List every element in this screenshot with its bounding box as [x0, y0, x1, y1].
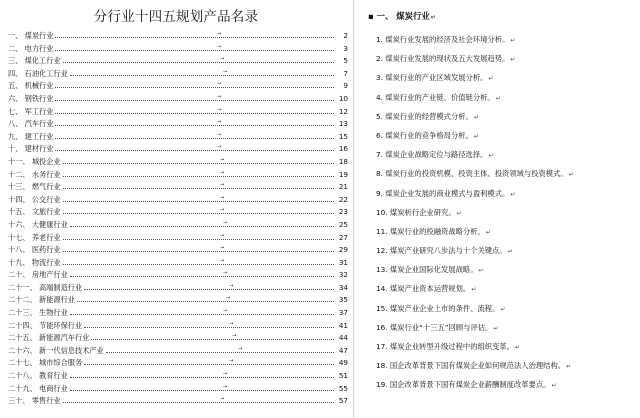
content-item [376, 241, 638, 260]
paragraph-mark-icon: ↵ [514, 344, 521, 351]
paragraph-mark-icon: ↵ [500, 305, 506, 313]
toc-entry-label: 十、 建材行业 [8, 144, 54, 154]
paragraph-mark-icon: ↵ [551, 382, 557, 390]
tab-arrow-icon: → [226, 295, 231, 302]
toc-entry-label: 十二、 水务行业 [8, 169, 61, 179]
tab-arrow-icon: → [220, 169, 225, 176]
toc-entry[interactable] [8, 181, 348, 194]
content-item-text: 13. 煤炭企业国际化发展战略。 [376, 265, 478, 275]
toc-entry[interactable] [8, 257, 348, 270]
paragraph-mark-icon: ↵ [473, 132, 479, 140]
paragraph-mark-icon: ↵ [488, 75, 494, 83]
content-item [376, 184, 638, 203]
toc-entry-page: 49 [338, 358, 348, 368]
paragraph-mark-icon: ↵ [488, 152, 494, 160]
toc-entry-label: 十九、 物流行业 [8, 257, 61, 267]
toc-entry-page: 32 [338, 270, 348, 280]
toc-entry[interactable] [8, 43, 348, 56]
tab-arrow-icon: → [229, 358, 234, 365]
toc-entry-label: 六、 钢铁行业 [8, 93, 54, 103]
toc-leader-dots [70, 370, 334, 378]
content-page [354, 0, 640, 418]
toc-leader-dots [55, 118, 334, 126]
toc-entry-label: 十八、 医药行业 [8, 245, 61, 255]
toc-leader-dots [55, 131, 334, 139]
tab-arrow-icon: → [223, 383, 228, 390]
content-item [376, 299, 638, 318]
toc-entry[interactable] [8, 194, 348, 207]
toc-entry[interactable] [8, 395, 348, 408]
paragraph-mark-icon: ↵ [478, 267, 484, 275]
tab-arrow-icon: → [223, 219, 228, 226]
tab-arrow-icon: → [223, 371, 228, 378]
toc-leader-dots [63, 194, 334, 202]
toc-title: 分行业十四五规划产品名录 [93, 9, 259, 25]
toc-entry[interactable] [8, 169, 348, 182]
content-item-text: 4. 煤炭行业的产业链、价值链分析。 [376, 92, 495, 102]
toc-entry-page: 16 [338, 144, 348, 154]
tab-arrow-icon: → [232, 333, 237, 340]
toc-leader-dots [55, 93, 334, 101]
toc-entry-page: 7 [343, 68, 348, 78]
toc-leader-dots [77, 294, 334, 302]
content-item [376, 356, 638, 375]
content-item-text: 1. 煤炭行业发展的经济及社会环境分析。 [376, 35, 510, 44]
content-item-text: 17. 煤炭企业转型升级过程中的组织变革。 [376, 342, 514, 351]
toc-entry-page: 27 [338, 232, 348, 242]
toc-entry-page: 44 [338, 333, 348, 343]
tab-arrow-icon: → [220, 56, 225, 63]
tab-arrow-icon: → [220, 207, 225, 214]
toc-entry-page: 10 [338, 93, 348, 103]
toc-entry[interactable] [8, 232, 348, 245]
toc-entry-page: 25 [338, 219, 348, 229]
toc-entry-label: 二十一、 高端制造行业 [8, 282, 83, 292]
toc-leader-dots [63, 206, 334, 214]
content-item [376, 49, 638, 68]
bullet-icon: ▪ [368, 11, 377, 21]
paragraph-mark-icon: ↵ [510, 190, 516, 198]
toc-entry-label: 十一、 城投企业 [8, 156, 61, 166]
tab-arrow-icon: → [216, 144, 222, 151]
content-item [376, 375, 638, 394]
toc-entry[interactable] [8, 30, 348, 43]
toc-leader-dots [70, 383, 334, 391]
toc-leader-dots [55, 80, 334, 88]
toc-entry[interactable] [8, 206, 348, 219]
content-item-text: 14. 煤炭产业资本运营规划。 [376, 284, 471, 294]
toc-leader-dots [55, 43, 334, 51]
toc-entry[interactable] [8, 55, 348, 68]
paragraph-mark-icon: ↵ [493, 324, 499, 332]
content-item-text: 2. 煤炭行业发展的现状及五大发展趋势。 [376, 54, 510, 64]
content-item-text: 6. 煤炭行业的竞争格局分析。 [376, 130, 473, 140]
toc-entry-page: 21 [338, 182, 348, 192]
toc-entry-page: 55 [338, 383, 348, 393]
content-item [376, 203, 638, 222]
toc-entry[interactable] [8, 282, 348, 295]
toc-leader-dots [84, 320, 334, 328]
toc-entry-label: 二十、 房地产行业 [8, 270, 68, 280]
toc-entry[interactable] [8, 294, 348, 307]
toc-entry[interactable] [8, 307, 348, 320]
tab-arrow-icon: → [220, 396, 225, 403]
toc-entry-label: 二十九、 电商行业 [8, 383, 68, 393]
content-item-text: 19. 国企改革背景下国有煤炭企业薪酬制度改革要点。 [376, 380, 551, 390]
paragraph-mark-icon: ↵ [507, 248, 513, 256]
tab-arrow-icon: → [229, 320, 234, 327]
content-item [376, 68, 638, 87]
toc-entry[interactable] [8, 156, 348, 169]
paragraph-mark-icon: ↵ [568, 171, 574, 179]
tab-arrow-icon: → [220, 156, 225, 163]
toc-entry[interactable] [8, 269, 348, 282]
content-item [376, 126, 638, 145]
toc-leader-dots [55, 30, 334, 38]
tab-arrow-icon: → [216, 106, 222, 113]
toc-entry-label: 十六、 大健康行业 [8, 219, 68, 229]
toc-entry-label: 一、 煤炭行业 [8, 31, 54, 40]
tab-arrow-icon: → [216, 43, 222, 50]
toc-entry-label: 二十七、 城市综合服务 [8, 358, 83, 368]
content-item-text: 15. 煤炭产业企业上市的条件、流程。 [376, 303, 500, 313]
toc-entry-page: 41 [338, 320, 348, 330]
toc-entry-label: 十三、 燃气行业 [8, 182, 61, 192]
content-item [376, 279, 638, 298]
toc-entry[interactable] [8, 118, 348, 131]
paragraph-mark-icon: ↵ [510, 37, 516, 44]
toc-entry-page: 18 [338, 156, 348, 166]
toc-entry-page: 37 [338, 308, 348, 318]
content-item-text: 10. 煤炭析行企业研究。 [376, 207, 456, 217]
toc-leader-dots [63, 181, 334, 189]
content-item-text: 16. 煤炭行业“十三五”回顾与评估。 [376, 322, 493, 332]
toc-entry[interactable] [8, 219, 348, 232]
toc-leader-dots [91, 332, 334, 340]
toc-entry[interactable] [8, 345, 348, 358]
toc-entry-label: 三、 煤化工行业 [8, 56, 61, 66]
tab-arrow-icon: → [223, 270, 228, 277]
toc-leader-dots [84, 357, 334, 365]
toc-entry-label: 二十四、 节能环保行业 [8, 320, 83, 330]
toc-entry-page: 47 [338, 345, 348, 355]
toc-leader-dots [63, 169, 334, 177]
toc-leader-dots [63, 232, 334, 240]
content-item-text: 12. 煤炭产业研究八步法与十个关键点。 [376, 246, 507, 256]
toc-entry-label: 二十八、 教育行业 [8, 371, 68, 381]
tab-arrow-icon: → [216, 93, 222, 100]
toc-leader-dots [63, 55, 334, 63]
toc-entry-page: 5 [343, 56, 348, 66]
toc-leader-dots [63, 395, 334, 403]
toc-entry-label: 二十五、 新能源汽车行业 [8, 333, 90, 343]
tab-arrow-icon: → [216, 81, 222, 88]
toc-entry[interactable] [8, 320, 348, 333]
toc-leader-dots [70, 307, 334, 315]
toc-leader-dots [63, 156, 334, 164]
paragraph-mark-icon: ↵ [485, 228, 491, 236]
paragraph-mark-icon: ↵ [430, 14, 436, 21]
content-item [376, 164, 638, 183]
toc-entry-page: 22 [338, 194, 348, 204]
tab-arrow-icon: → [220, 245, 225, 252]
content-item-text: 18. 国企改革背景下国有煤炭企业如何规范法人治理结构。 [376, 361, 566, 371]
content-item-text: 11. 煤炭行业的投融资战略分析。 [376, 226, 485, 236]
content-item [376, 222, 638, 241]
content-item-text: 3. 煤炭行业的产业区域发展分析。 [376, 73, 488, 83]
toc-entry-label: 七、 军工行业 [8, 106, 54, 116]
toc-entry-page: 29 [338, 245, 348, 255]
toc-entry[interactable] [8, 93, 348, 106]
content-item-text: 9. 煤炭企业发展的商业模式与盈利模式。 [376, 188, 510, 198]
tab-arrow-icon: → [220, 194, 225, 201]
toc-entry[interactable] [8, 332, 348, 345]
toc-entry[interactable] [8, 244, 348, 257]
tab-arrow-icon: → [220, 182, 225, 189]
toc-leader-dots [84, 282, 334, 290]
toc-entry-label: 五、 机械行业 [8, 81, 54, 91]
toc-entry-label: 九、 建工行业 [8, 131, 54, 141]
tab-arrow-icon: → [216, 119, 222, 126]
paragraph-mark-icon: ↵ [510, 56, 516, 64]
toc-entry[interactable] [8, 370, 348, 383]
tab-arrow-icon: → [216, 31, 222, 37]
paragraph-mark-icon: ↵ [473, 113, 479, 121]
toc-entry-page: 23 [338, 207, 348, 217]
toc-entry-label: 十五、 文旅行业 [8, 207, 61, 217]
toc-entry-page: 57 [338, 396, 348, 406]
tab-arrow-icon: → [223, 308, 228, 315]
toc-entry-page: 2 [343, 31, 348, 40]
toc-entry-label: 二、 电力行业 [8, 43, 54, 53]
toc-leader-dots [55, 143, 334, 151]
content-list [376, 30, 638, 395]
paragraph-mark-icon: ↵ [456, 209, 462, 217]
toc-entry-page: 34 [338, 282, 348, 292]
paragraph-mark-icon: ↵ [495, 94, 501, 102]
toc-entry-label: 十七、 养老行业 [8, 232, 61, 242]
toc-entry-page: 9 [343, 81, 348, 91]
toc-leader-dots [55, 106, 334, 114]
tab-arrow-icon: → [238, 345, 243, 352]
toc-leader-dots [106, 345, 334, 353]
toc-leader-dots [63, 244, 334, 252]
toc-entry-page: 12 [338, 106, 348, 116]
tab-arrow-icon: → [220, 232, 225, 239]
toc-entry-page: 35 [338, 295, 348, 305]
toc-list [8, 30, 348, 408]
toc-leader-dots [70, 68, 334, 76]
toc-entry-label: 二十六、 新一代信息技术产业 [8, 345, 104, 355]
toc-entry-label: 四、 石油化工行业 [8, 68, 68, 78]
tab-arrow-icon: → [220, 257, 225, 264]
content-item [376, 88, 638, 107]
toc-entry-page: 3 [343, 43, 348, 53]
toc-entry-label: 二十三、 生物行业 [8, 308, 68, 318]
section-heading: ▪ 一、 煤炭行业↵ [368, 11, 436, 21]
toc-entry-page: 51 [338, 371, 348, 381]
content-item [376, 337, 638, 356]
toc-entry-label: 三十、 零售行业 [8, 396, 61, 406]
toc-entry-label: 八、 汽车行业 [8, 119, 54, 129]
toc-entry-page: 13 [338, 119, 348, 129]
toc-entry[interactable] [8, 143, 348, 156]
content-item [376, 30, 638, 49]
toc-leader-dots [70, 269, 334, 277]
toc-entry-label: 十四、 公交行业 [8, 194, 61, 204]
content-item-text: 7. 煤炭企业战略定位与路径选择。 [376, 150, 488, 160]
content-item [376, 318, 638, 337]
toc-entry[interactable] [8, 106, 348, 119]
content-item [376, 145, 638, 164]
tab-arrow-icon: → [223, 68, 228, 75]
toc-entry-page: 31 [338, 257, 348, 267]
toc-entry[interactable] [8, 383, 348, 396]
toc-entry[interactable] [8, 131, 348, 144]
content-item-text: 8. 煤炭行业的投资机模、投资主体、投资领域与投资模式。 [376, 169, 568, 179]
toc-entry[interactable] [8, 80, 348, 93]
toc-entry[interactable] [8, 357, 348, 370]
content-item [376, 107, 638, 126]
toc-entry-page: 15 [338, 131, 348, 141]
content-item [376, 260, 638, 279]
paragraph-mark-icon: ↵ [566, 363, 572, 371]
toc-leader-dots [70, 219, 334, 227]
toc-leader-dots [63, 257, 334, 265]
toc-entry[interactable] [8, 68, 348, 81]
tab-arrow-icon: → [216, 131, 222, 138]
toc-entry-label: 二十二、 新能源行业 [8, 295, 75, 305]
paragraph-mark-icon: ↵ [471, 286, 477, 294]
tab-arrow-icon: → [229, 282, 234, 289]
toc-entry-page: 19 [338, 169, 348, 179]
content-item-text: 5. 煤炭行业的经营模式分析。 [376, 111, 473, 121]
